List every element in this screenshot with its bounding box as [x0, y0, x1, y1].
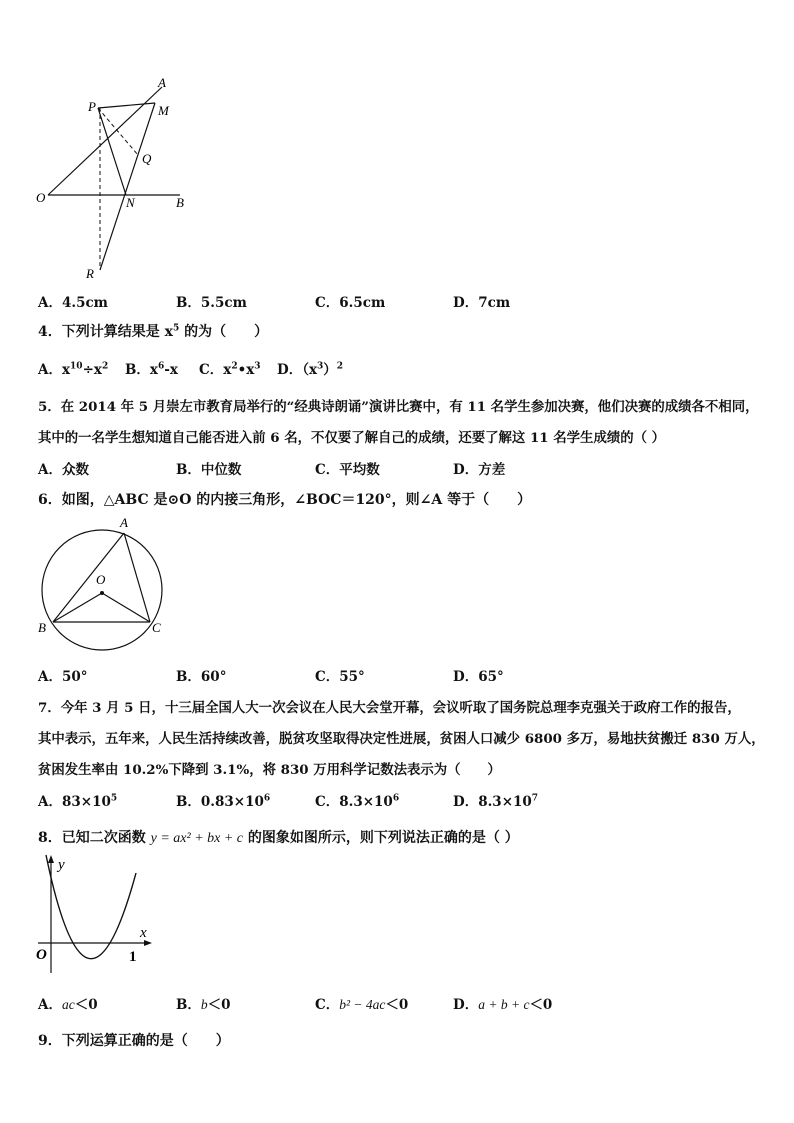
q6-figure: [32, 512, 182, 662]
q6-question: 6．如图，△ABC 是⊙O 的内接三角形，∠BOC＝120°，则∠A 等于（ ）: [38, 492, 532, 508]
label-o: O: [96, 572, 106, 587]
q4-d-base: （x: [302, 362, 318, 378]
q8-prefix: 8．已知二次函数: [38, 830, 151, 846]
q4-a-mid: ÷x: [82, 362, 102, 378]
q6-option-d[interactable]: D．65°: [453, 669, 504, 685]
segment-ab: [53, 533, 124, 622]
label-one: 1: [129, 949, 137, 965]
q5-line-1: 5．在 2014 年 5 月崇左市教育局举行的“经典诗朗诵”演讲比赛中，有 11 名学生参加决赛，他们决赛的成绩各不相同，: [38, 399, 759, 415]
q4-suffix: 的为（ ）: [179, 324, 269, 340]
q4-b-base: x: [149, 362, 158, 378]
label-p: P: [88, 99, 96, 114]
label-x: x: [140, 925, 147, 941]
q6-option-c[interactable]: C．55°: [315, 669, 365, 685]
q4-d-sup2: 2: [336, 361, 344, 372]
label-a: A: [120, 515, 128, 530]
q8-option-b[interactable]: [176, 993, 231, 1013]
q8-option-d[interactable]: [453, 993, 552, 1013]
q4-b-sup1: 6: [157, 361, 165, 372]
q8-d-rel: ＜0: [529, 997, 553, 1013]
q7-option-a[interactable]: [38, 790, 117, 810]
segment-mr: [100, 103, 155, 270]
q3-option-d[interactable]: D．7cm: [453, 295, 511, 311]
label-m: M: [158, 103, 169, 118]
q6-option-a[interactable]: A．50°: [38, 669, 88, 685]
label-r: R: [86, 266, 94, 281]
q7-d-sup: 7: [531, 793, 539, 804]
q7-b-text: B．0.83×10: [176, 794, 264, 810]
q4-a-sup2: 2: [101, 361, 109, 372]
segment-pm: [98, 103, 155, 108]
q4-sup: 5: [172, 323, 180, 334]
q4-prefix: 4．下列计算结果是 x: [38, 324, 173, 340]
q8-b-letter: B．: [176, 997, 201, 1013]
label-c: C: [152, 620, 161, 635]
q8-option-c[interactable]: [315, 993, 408, 1013]
q6-option-b[interactable]: B．60°: [176, 669, 227, 685]
q3-option-b[interactable]: B．5.5cm: [176, 295, 247, 311]
q8-a-rel: ＜0: [74, 997, 98, 1013]
q4-a-letter: A．: [38, 362, 62, 378]
q4-c-sup2: 3: [254, 361, 261, 372]
q3-option-c[interactable]: C．6.5cm: [315, 295, 386, 311]
q4-option-c[interactable]: [199, 358, 261, 378]
q4-option-d[interactable]: [277, 358, 343, 378]
y-axis-arrow: [48, 855, 54, 863]
q4-question: [38, 321, 268, 341]
q9-question: 9．下列运算正确的是（ ）: [38, 1033, 230, 1049]
q5-option-a[interactable]: A．众数: [38, 462, 89, 478]
q8-c-rel: ＜0: [385, 997, 409, 1013]
q4-d-mid: ）: [323, 362, 337, 378]
q3-option-a[interactable]: A．4.5cm: [38, 295, 108, 311]
q4-a-sup1: 10: [70, 361, 83, 372]
q8-a-expr: ac: [61, 997, 75, 1012]
q8-b-rel: ＜0: [207, 997, 231, 1013]
q4-c-mid: •x: [237, 362, 255, 378]
q4-b-letter: B．: [125, 362, 150, 378]
q5-option-b[interactable]: B．中位数: [176, 462, 242, 478]
q7-a-sup: 5: [110, 793, 118, 804]
label-b: B: [38, 620, 46, 635]
label-origin: O: [36, 947, 47, 963]
q8-b-expr: b: [200, 997, 208, 1012]
q7-option-c[interactable]: [315, 790, 399, 810]
q4-option-a[interactable]: [38, 358, 108, 378]
q7-option-d[interactable]: [453, 790, 538, 810]
q7-d-text: D．8.3×10: [453, 794, 532, 810]
q5-option-d[interactable]: D．方差: [453, 462, 506, 478]
label-q: Q: [142, 151, 152, 166]
q7-c-text: C．8.3×10: [315, 794, 393, 810]
q5-option-c[interactable]: C．平均数: [315, 462, 380, 478]
label-y: y: [58, 857, 65, 873]
q8-c-letter: C．: [315, 997, 340, 1013]
q4-option-b[interactable]: [125, 358, 178, 378]
q8-d-expr: a + b + c: [478, 997, 530, 1012]
label-n: N: [126, 195, 135, 210]
q4-a-base: x: [61, 362, 71, 378]
segment-ob: [53, 593, 102, 622]
ray-oa: [48, 87, 162, 195]
q8-c-expr: b² − 4ac: [339, 997, 386, 1012]
q8-suffix: 的图象如图所示，则下列说法正确的是（ ）: [243, 830, 519, 846]
q5-line-2: 其中的一名学生想知道自己能否进入前 6 名，不仅要了解自己的成绩，还要了解这 11 名学生成绩的（ ）: [38, 430, 666, 446]
q4-b-mid: -x: [164, 362, 178, 378]
label-b: B: [176, 195, 184, 210]
label-o: O: [36, 190, 46, 205]
q4-d-letter: D．: [277, 362, 303, 378]
q7-line-1: 7．今年 3 月 5 日，十三届全国人大一次会议在人民大会堂开幕，会议听取了国务院总理李克强关于政府工作的报告，: [38, 700, 741, 716]
q7-line-2: 其中表示，五年来，人民生活持续改善，脱贫攻坚取得决定性进展，贫困人口减少 6800 多万，易地扶贫搬迁 830 万人，: [38, 731, 765, 747]
q7-a-text: A．83×10: [38, 794, 111, 810]
q7-c-sup: 6: [392, 793, 400, 804]
segment-pn: [98, 108, 126, 195]
center-point: [100, 591, 104, 595]
q8-option-a[interactable]: [38, 993, 98, 1013]
q4-d-sup1: 3: [317, 361, 324, 372]
q8-question: [38, 827, 519, 847]
q8-a-letter: A．: [38, 997, 62, 1013]
q7-option-b[interactable]: [176, 790, 270, 810]
q8-graph: [32, 853, 162, 978]
q8-d-letter: D．: [453, 997, 479, 1013]
q4-c-sup1: 2: [231, 361, 238, 372]
q7-b-sup: 6: [263, 793, 271, 804]
q4-c-letter: C．: [199, 362, 224, 378]
q8-formula: y = ax² + bx + c: [150, 831, 244, 846]
q3-figure: [30, 75, 200, 285]
q4-c-base: x: [223, 362, 232, 378]
q7-line-3: 贫困发生率由 10.2%下降到 3.1%，将 830 万用科学记数法表示为（ ）: [38, 762, 501, 778]
label-a: A: [158, 75, 166, 90]
circle-o: [42, 530, 162, 650]
